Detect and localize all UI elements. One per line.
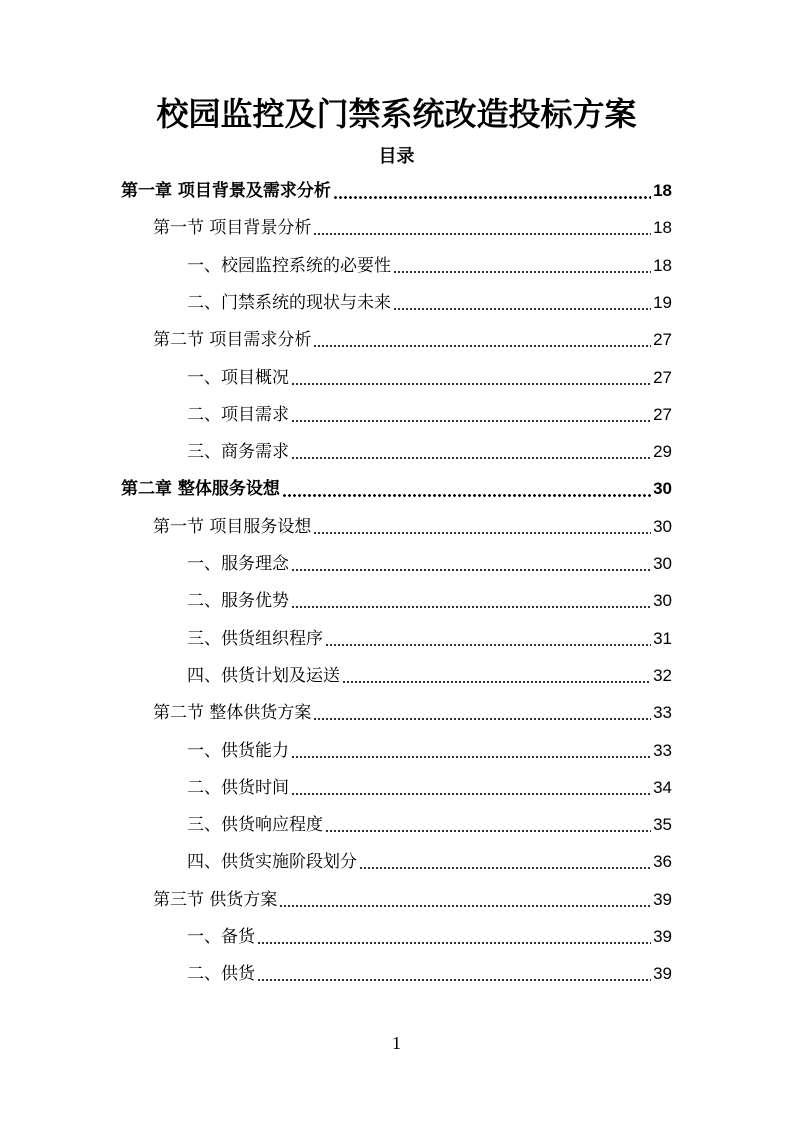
toc-entry[interactable] xyxy=(187,773,672,803)
toc-entry[interactable] xyxy=(187,586,672,616)
toc-entry-label: 一、校园监控系统的必要性 xyxy=(187,255,391,276)
toc-entry-label: 二、项目需求 xyxy=(187,404,289,425)
toc-entry-page: 33 xyxy=(653,703,672,723)
toc-entry-page: 31 xyxy=(653,628,672,648)
toc-entry[interactable] xyxy=(187,624,672,654)
toc-entry-label: 一、供货能力 xyxy=(187,740,289,761)
toc-heading: 目录 xyxy=(378,146,415,167)
toc-dot-leader xyxy=(291,792,651,796)
toc-entry-label: 三、商务需求 xyxy=(187,442,289,463)
toc-dot-leader xyxy=(313,717,651,721)
toc-dot-leader xyxy=(291,419,651,423)
toc-entry[interactable] xyxy=(187,810,672,840)
toc-entry[interactable] xyxy=(187,400,672,430)
toc-entry-label: 第一节 项目背景分析 xyxy=(153,218,312,239)
toc-dot-leader xyxy=(291,605,651,609)
toc-dot-leader xyxy=(257,941,651,945)
toc-entry-label: 四、供货实施阶段划分 xyxy=(187,852,357,873)
toc-entry[interactable] xyxy=(187,736,672,766)
toc-entry-label: 三、供货组织程序 xyxy=(187,628,323,649)
toc-dot-leader xyxy=(279,904,651,908)
toc-dot-leader xyxy=(313,232,651,236)
toc-entry-label: 第二章 整体服务设想 xyxy=(121,479,280,500)
toc-entry-page: 39 xyxy=(653,964,672,984)
toc-entry-page: 18 xyxy=(653,255,672,275)
toc-dot-leader xyxy=(291,568,651,572)
toc-entry-page: 34 xyxy=(653,777,672,797)
page-number: 1 xyxy=(392,1033,401,1053)
toc-entry-page: 36 xyxy=(653,852,672,872)
toc-dot-leader xyxy=(291,755,651,759)
toc-dot-leader xyxy=(325,643,651,647)
toc-entry-label: 第一章 项目背景及需求分析 xyxy=(121,181,331,201)
toc-entry-label: 一、服务理念 xyxy=(187,554,289,574)
toc-entry-page: 18 xyxy=(653,181,672,200)
toc-entry[interactable] xyxy=(187,437,672,467)
toc-entry[interactable] xyxy=(187,549,672,579)
toc-entry-label: 第二节 整体供货方案 xyxy=(153,703,312,724)
toc-entry-label: 一、备货 xyxy=(187,927,255,947)
toc-dot-leader xyxy=(359,866,651,870)
toc-dot-leader xyxy=(291,456,651,460)
toc-entry-page: 19 xyxy=(653,292,672,312)
toc-entry[interactable] xyxy=(121,474,672,504)
toc-dot-leader xyxy=(333,195,651,200)
toc-dot-leader xyxy=(282,493,651,498)
toc-entry[interactable] xyxy=(153,512,672,542)
toc-entry[interactable] xyxy=(121,176,672,206)
toc-entry-page: 27 xyxy=(653,367,672,387)
toc-entry-page: 32 xyxy=(653,665,672,685)
toc-dot-leader xyxy=(313,344,651,348)
toc-entry[interactable] xyxy=(187,288,672,318)
toc-entry[interactable] xyxy=(187,922,672,952)
toc-entry[interactable] xyxy=(153,885,672,915)
toc-dot-leader xyxy=(291,382,651,386)
toc-entry[interactable] xyxy=(153,325,672,355)
toc-entry-page: 35 xyxy=(653,815,672,835)
toc-entry-page: 30 xyxy=(653,516,672,536)
toc-dot-leader xyxy=(257,978,651,982)
document-title: 校园监控及门禁系统改造投标方案 xyxy=(156,95,637,133)
toc-entry-page: 30 xyxy=(653,479,672,499)
toc-entry-label: 第三节 供货方案 xyxy=(153,889,278,910)
toc-entry[interactable] xyxy=(187,363,672,393)
toc-entry[interactable] xyxy=(187,251,672,281)
toc-entry-label: 三、供货响应程度 xyxy=(187,815,323,836)
toc-dot-leader xyxy=(393,270,651,274)
toc-entry-label: 第一节 项目服务设想 xyxy=(153,516,312,537)
toc-entry-label: 一、项目概况 xyxy=(187,367,289,388)
toc-entry-label: 第二节 项目需求分析 xyxy=(153,330,312,351)
toc-entry[interactable] xyxy=(187,847,672,877)
toc-entry-page: 18 xyxy=(653,218,672,238)
toc-entry[interactable] xyxy=(153,698,672,728)
toc-entry-label: 二、服务优势 xyxy=(187,591,289,612)
toc-entry[interactable] xyxy=(187,959,672,989)
toc-entry-page: 30 xyxy=(653,554,672,573)
toc-dot-leader xyxy=(393,307,651,311)
toc-entry-page: 29 xyxy=(653,442,672,462)
toc-entry[interactable] xyxy=(153,213,672,243)
toc-entry[interactable] xyxy=(187,661,672,691)
toc-entry-page: 27 xyxy=(653,404,672,424)
toc-entry-label: 四、供货计划及运送 xyxy=(187,665,340,686)
toc-entry-page: 27 xyxy=(653,330,672,350)
toc-entry-page: 39 xyxy=(653,927,672,946)
toc-entry-label: 二、供货 xyxy=(187,964,255,985)
toc-entry-page: 33 xyxy=(653,740,672,760)
toc-entry-page: 39 xyxy=(653,889,672,909)
toc-entry-label: 二、门禁系统的现状与未来 xyxy=(187,292,391,313)
toc-entry-page: 30 xyxy=(653,591,672,611)
toc-dot-leader xyxy=(325,829,651,833)
toc-dot-leader xyxy=(313,531,651,535)
toc-dot-leader xyxy=(342,680,651,684)
toc-entry-label: 二、供货时间 xyxy=(187,777,289,798)
